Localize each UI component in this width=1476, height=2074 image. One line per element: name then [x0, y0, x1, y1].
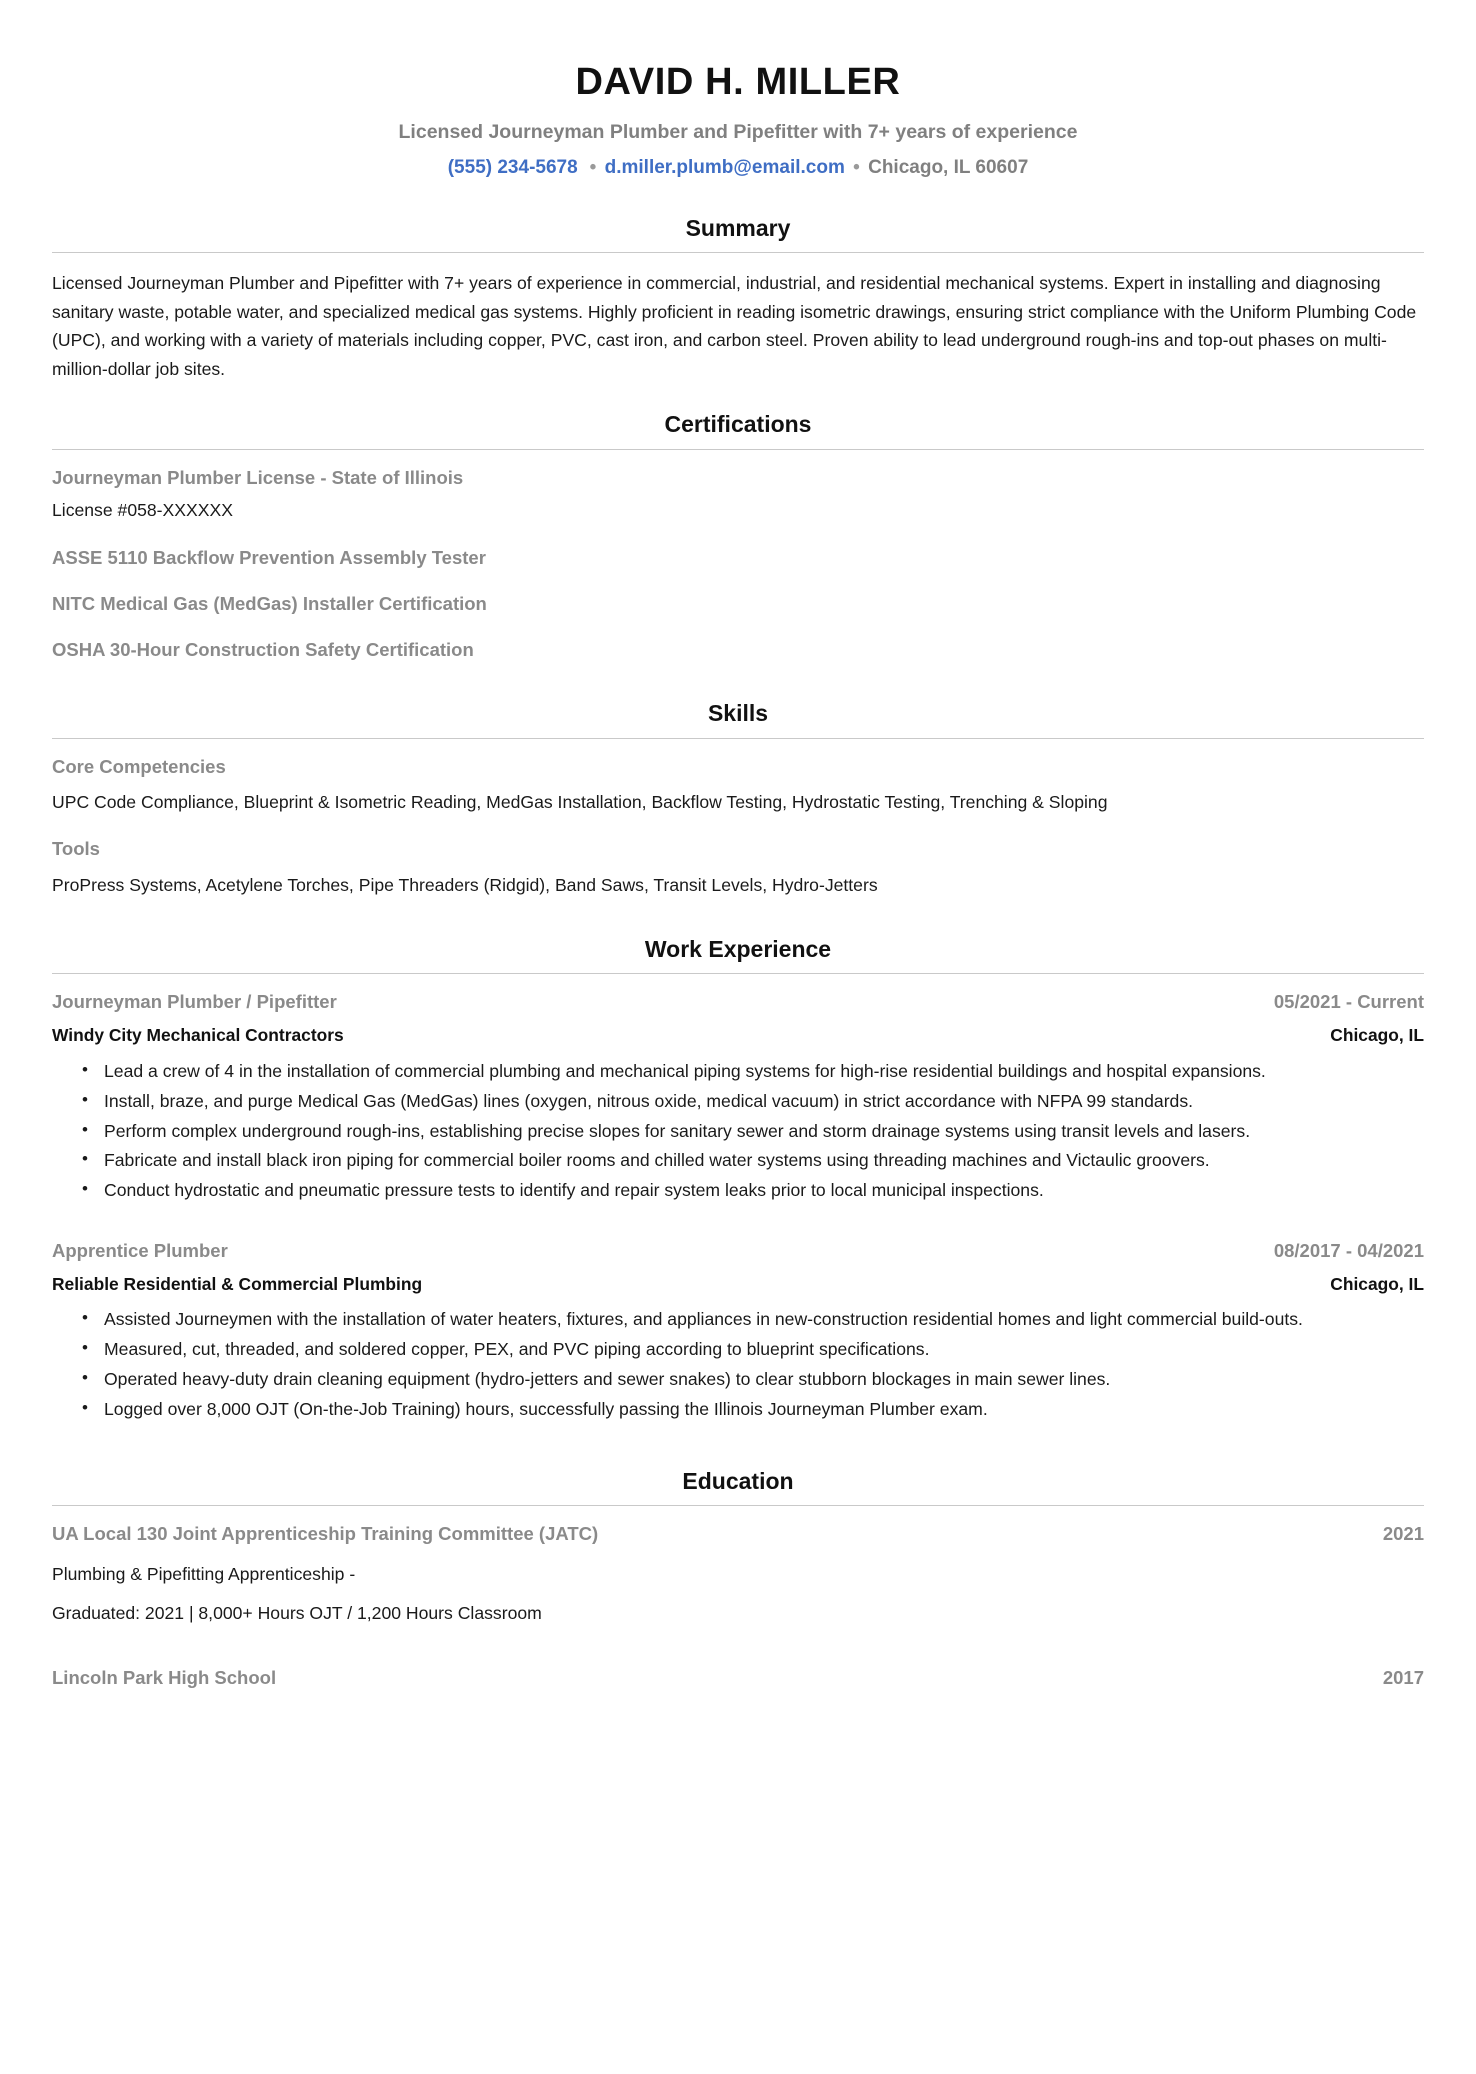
job-location: Chicago, IL: [1330, 1273, 1424, 1294]
section-title-work-experience: Work Experience: [644, 935, 832, 962]
job-company-row: [52, 1264, 1424, 1296]
education-year: 2021: [1382, 1523, 1424, 1545]
skill-group-values: ProPress Systems, Acetylene Torches, Pipe Threaders (Ridgid), Band Saws, Transit Levels, Hydro-Jetters: [52, 874, 878, 895]
certification-detail: License #058-XXXXXX: [52, 500, 233, 521]
education-header-row: [52, 1522, 1424, 1547]
education-detail: Graduated: 2021 | 8,000+ Hours OJT / 1,200 Hours Classroom: [52, 1602, 542, 1623]
candidate-name: DAVID H. MILLER: [575, 61, 901, 103]
section-skills: [52, 700, 1424, 897]
resume-header: [52, 62, 1424, 181]
job-bullet: • Perform complex underground rough-ins, establishing precise slopes for sanitary sewer and storm drainage systems using transit levels and lasers.: [102, 1118, 1424, 1146]
job-header-row: [52, 990, 1424, 1015]
certification-item: [52, 638, 1424, 662]
contact-separator-1: •: [589, 157, 597, 179]
job-entry: [52, 1239, 1424, 1424]
phone-link[interactable]: (555) 234-5678: [447, 157, 578, 179]
education-school: Lincoln Park High School: [52, 1666, 277, 1688]
section-certifications: [52, 411, 1424, 662]
candidate-headline: Licensed Journeyman Plumber and Pipefitter with 7+ years of experience: [398, 120, 1078, 143]
education-year: 2017: [1382, 1666, 1424, 1688]
job-entry: [52, 990, 1424, 1204]
email-link[interactable]: d.miller.plumb@email.com: [604, 157, 845, 179]
certification-name: OSHA 30-Hour Construction Safety Certification: [52, 639, 474, 661]
job-dates: 05/2021 - Current: [1273, 991, 1424, 1013]
certification-item: [52, 466, 1424, 524]
skill-group-values: UPC Code Compliance, Blueprint & Isometric Reading, MedGas Installation, Backflow Testing, Hydrostatic Testing, Trenching & Sloping: [52, 792, 1108, 813]
job-bullet: • Install, braze, and purge Medical Gas (MedGas) lines (oxygen, nitrous oxide, medical vacuum) in strict accordance with NFPA 99 standards.: [102, 1088, 1424, 1116]
job-bullet: • Conduct hydrostatic and pneumatic pressure tests to identify and repair system leaks prior to local municipal inspections.: [102, 1177, 1424, 1205]
job-company: Reliable Residential & Commercial Plumbing: [52, 1273, 423, 1294]
section-divider: [52, 973, 1424, 974]
skill-group: [52, 755, 1424, 815]
section-education: [52, 1468, 1424, 1691]
education-entry: [52, 1522, 1424, 1626]
section-title-education: Education: [682, 1467, 794, 1494]
contact-line: [52, 155, 1424, 181]
job-header-row: [52, 1239, 1424, 1264]
job-bullet: • Assisted Journeymen with the installation of water heaters, fixtures, and appliances in new-construction residential homes and light commercial build-outs.: [102, 1306, 1424, 1334]
section-summary: [52, 215, 1424, 384]
education-program: Plumbing & Pipefitting Apprenticeship -: [52, 1564, 356, 1585]
skill-group-label: Core Competencies: [52, 756, 226, 778]
skill-group-label: Tools: [52, 838, 100, 860]
job-title: Apprentice Plumber: [52, 1239, 228, 1261]
section-title-summary: Summary: [685, 214, 791, 241]
certification-item: [52, 592, 1424, 616]
education-school: UA Local 130 Joint Apprenticeship Training Committee (JATC): [52, 1523, 599, 1545]
job-bullet-list: [52, 1306, 1424, 1423]
summary-text: Licensed Journeyman Plumber and Pipefitter with 7+ years of experience in commercial, industrial, and residential mechanical systems. Expert in installing and diagnosing sanitary waste, potable water, and specialized medical gas systems. Highly proficient in reading isometric drawings, ensuring strict compliance with the Uniform Plumbing Code (UPC), and working with a variety of materials including copper, PVC, cast iron, and carbon steel. Proven ability to lead underground rough-ins and top-out phases on multi-million-dollar job sites.: [52, 273, 1417, 379]
contact-separator-2: •: [853, 157, 860, 179]
job-bullet: • Measured, cut, threaded, and soldered copper, PEX, and PVC piping according to blueprint specifications.: [102, 1336, 1424, 1364]
job-bullet: • Fabricate and install black iron piping for commercial boiler rooms and chilled water systems using threading machines and Victaulic groovers.: [102, 1147, 1424, 1175]
contact-location: Chicago, IL 60607: [868, 157, 1029, 179]
section-divider: [52, 252, 1424, 253]
section-divider: [52, 1505, 1424, 1506]
job-bullet: • Logged over 8,000 OJT (On-the-Job Training) hours, successfully passing the Illinois Journeyman Plumber exam.: [102, 1396, 1424, 1424]
job-bullet: • Lead a crew of 4 in the installation of commercial plumbing and mechanical piping systems for high-rise residential buildings and hospital expansions.: [102, 1058, 1424, 1086]
job-bullet: • Operated heavy-duty drain cleaning equipment (hydro-jetters and sewer snakes) to clear stubborn blockages in main sewer lines.: [102, 1366, 1424, 1394]
certification-name: Journeyman Plumber License - State of Illinois: [52, 466, 464, 488]
section-title-skills: Skills: [707, 700, 769, 727]
education-entry: [52, 1666, 1424, 1691]
section-divider: [52, 738, 1424, 739]
education-header-row: [52, 1666, 1424, 1691]
section-work-experience: [52, 936, 1424, 1424]
job-dates: 08/2017 - 04/2021: [1273, 1239, 1424, 1261]
certification-name: ASSE 5110 Backflow Prevention Assembly Tester: [52, 547, 486, 569]
job-location: Chicago, IL: [1330, 1025, 1424, 1046]
skill-group: [52, 837, 1424, 897]
job-company: Windy City Mechanical Contractors: [52, 1025, 344, 1046]
job-company-row: [52, 1015, 1424, 1047]
job-bullet-list: [52, 1058, 1424, 1205]
section-title-certifications: Certifications: [664, 411, 812, 438]
certification-name: NITC Medical Gas (MedGas) Installer Certification: [52, 593, 487, 615]
section-divider: [52, 449, 1424, 450]
job-title: Journeyman Plumber / Pipefitter: [52, 991, 337, 1013]
certification-item: [52, 546, 1424, 570]
